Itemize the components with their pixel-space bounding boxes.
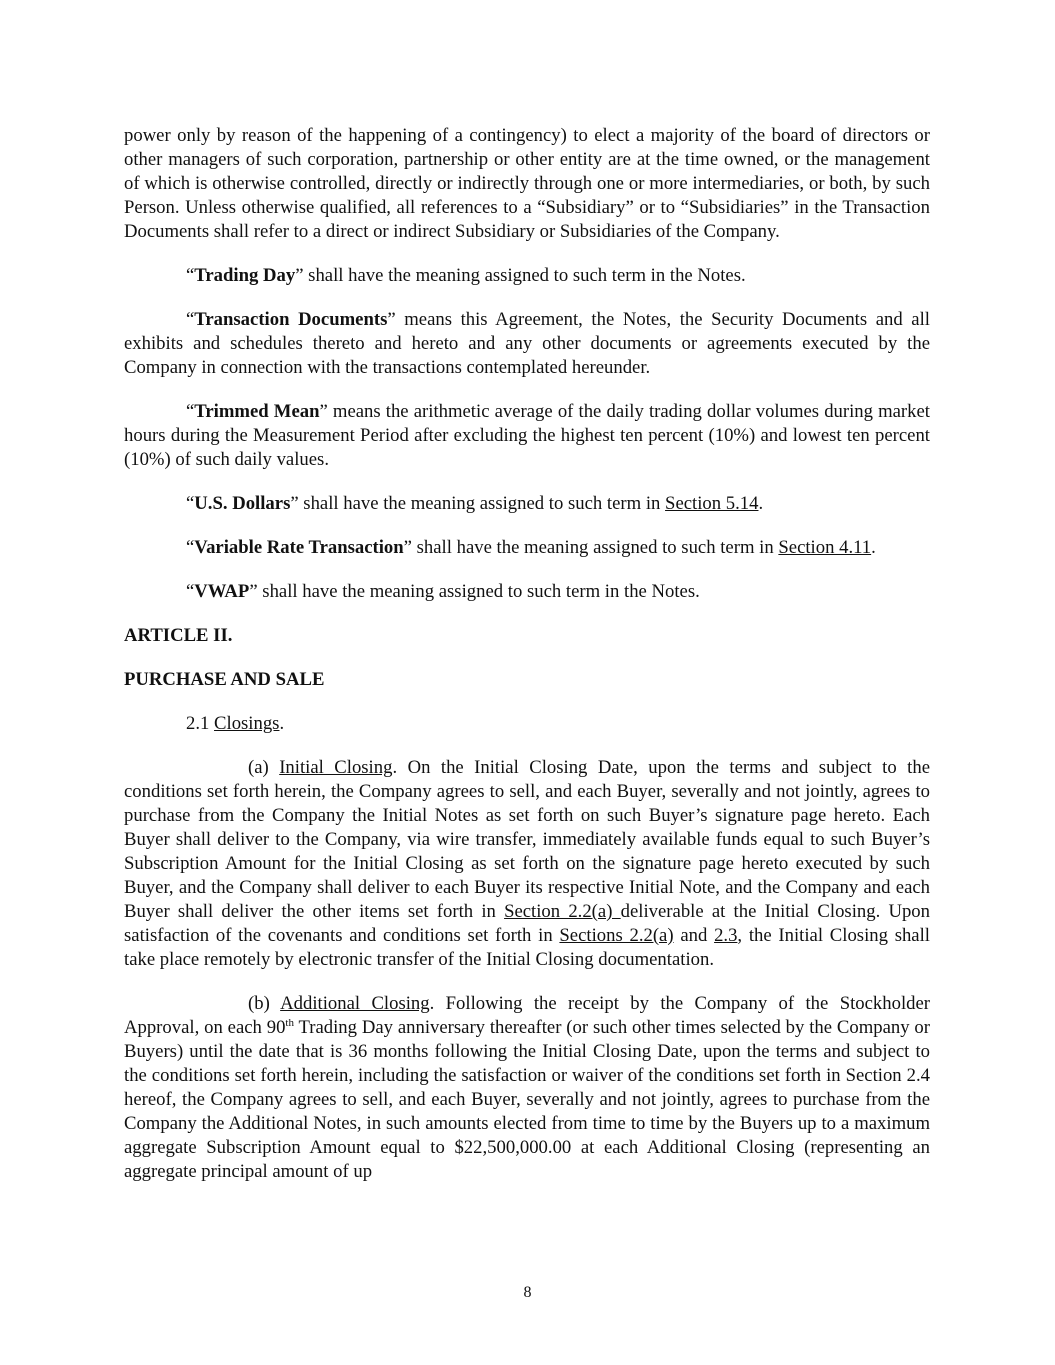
period: . <box>758 493 764 514</box>
section-reference-link[interactable]: Section 5.14 <box>665 493 759 514</box>
definition-text: ” means this Agreement, the Notes, the Security Documents and all exhibits and schedules thereto and hereto and any other documents or agreements executed by the Company in connection with the transactions contemplated hereunder. <box>124 309 930 378</box>
clause-title: Initial Closing <box>279 757 393 778</box>
open-quote: “ <box>186 537 195 558</box>
clause-text: , the Initial Closing shall take place remotely by electronic transfer of the Initial Closing documentation. <box>124 925 930 970</box>
clause-label: (a) <box>248 757 280 778</box>
page-number: 8 <box>523 1284 532 1301</box>
defined-term: U.S. Dollars <box>194 493 291 514</box>
section-reference-link[interactable]: Sections 2.2(a) <box>559 925 674 946</box>
section-reference-link[interactable]: Section 2.2(a) <box>504 901 621 922</box>
clause-text: . Following the receipt by the Company of the Stockholder Approval, on each 90 <box>124 993 931 1038</box>
defined-term: Variable Rate Transaction <box>194 537 404 558</box>
open-quote: “ <box>186 401 195 422</box>
additional-closing-paragraph <box>124 992 930 1184</box>
definition-variable-rate-transaction <box>124 536 930 560</box>
defined-term: Transaction Documents <box>194 309 388 330</box>
initial-closing-paragraph <box>124 756 930 972</box>
clause-text: Trading Day anniversary thereafter (or such other times selected by the Company or Buyers) until the date that is 36 months following the Initial Closing Date, upon the terms and subject to the conditions set forth herein, including the satisfaction or waiver of the conditions set forth in Section 2.4 hereof, the Company agrees to sell, and each Buyer, severally and not jointly, agrees to purchase from the Company the Additional Notes, in such amounts elected from time to time by the Buyers up to a maximum aggregate Subscription Amount equal to $22,500,000.00 at each Additional Closing (representing an aggregate principal amount of up <box>124 1017 930 1182</box>
defined-term: Trading Day <box>194 265 296 286</box>
section-closings-heading <box>124 712 930 736</box>
section-title: Closings <box>214 713 280 734</box>
definition-trading-day <box>124 264 930 288</box>
open-quote: “ <box>186 309 195 330</box>
definition-vwap <box>124 580 930 604</box>
clause-text: . On the Initial Closing Date, upon the terms and subject to the conditions set forth herein, the Company agrees to sell, and each Buyer, severally and not jointly, agrees to purchase from the Company the Initial Notes as set forth on such Buyer’s signature page hereto. Each Buyer shall deliver to the Company, via wire transfer, immediately available funds equal to such Buyer’s Subscription Amount for the Initial Closing as set forth on the signature page hereto executed by such Buyer, and the Company shall deliver to each Buyer its respective Initial Note, and the Company and each Buyer shall deliver the other items set forth in <box>124 757 931 922</box>
clause-text: deliverable at the Initial Closing. Upon satisfaction of the covenants and conditions set forth in <box>124 901 930 946</box>
article-title: PURCHASE AND SALE <box>124 669 325 690</box>
definition-text: ” means the arithmetic average of the daily trading dollar volumes during market hours during the Measurement Period after excluding the highest ten percent (10%) and lowest ten percent (10%) of such daily values. <box>124 401 930 470</box>
clause-label: (b) <box>248 993 281 1014</box>
definition-text: ” shall have the meaning assigned to such term in <box>403 537 779 558</box>
definition-trimmed-mean <box>124 400 930 472</box>
defined-term: VWAP <box>194 581 250 602</box>
document-page <box>124 124 930 1204</box>
definition-text: ” shall have the meaning assigned to such term in <box>290 493 666 514</box>
period: . <box>279 713 285 734</box>
ordinal-suffix: th <box>285 1016 294 1029</box>
definition-text: ” shall have the meaning assigned to such term in the Notes. <box>249 581 700 602</box>
open-quote: “ <box>186 265 195 286</box>
clause-text: and <box>673 925 715 946</box>
open-quote: “ <box>186 581 195 602</box>
definition-us-dollars <box>124 492 930 516</box>
definition-text: ” shall have the meaning assigned to such term in the Notes. <box>295 265 746 286</box>
subsidiary-definition-continued: power only by reason of the happening of a contingency) to elect a majority of the board of directors or other managers of such corporation, partnership or other entity are at the time owned, or the management of which is otherwise controlled, directly or indirectly through one or more intermediaries, or both, by such Person. Unless otherwise qualified, all references to a “Subsidiary” or to “Subsidiaries” in the Transaction Documents shall refer to a direct or indirect Subsidiary or Subsidiaries of the Company. <box>124 125 930 242</box>
clause-title: Additional Closing <box>280 993 430 1014</box>
section-number: 2.1 <box>186 713 215 734</box>
open-quote: “ <box>186 493 195 514</box>
section-reference-link[interactable]: Section 4.11 <box>778 537 872 558</box>
defined-term: Trimmed Mean <box>194 401 320 422</box>
article-heading: ARTICLE II. <box>124 625 233 646</box>
section-reference-link[interactable]: 2.3 <box>714 925 738 946</box>
period: . <box>871 537 876 558</box>
definition-transaction-documents <box>124 308 930 380</box>
